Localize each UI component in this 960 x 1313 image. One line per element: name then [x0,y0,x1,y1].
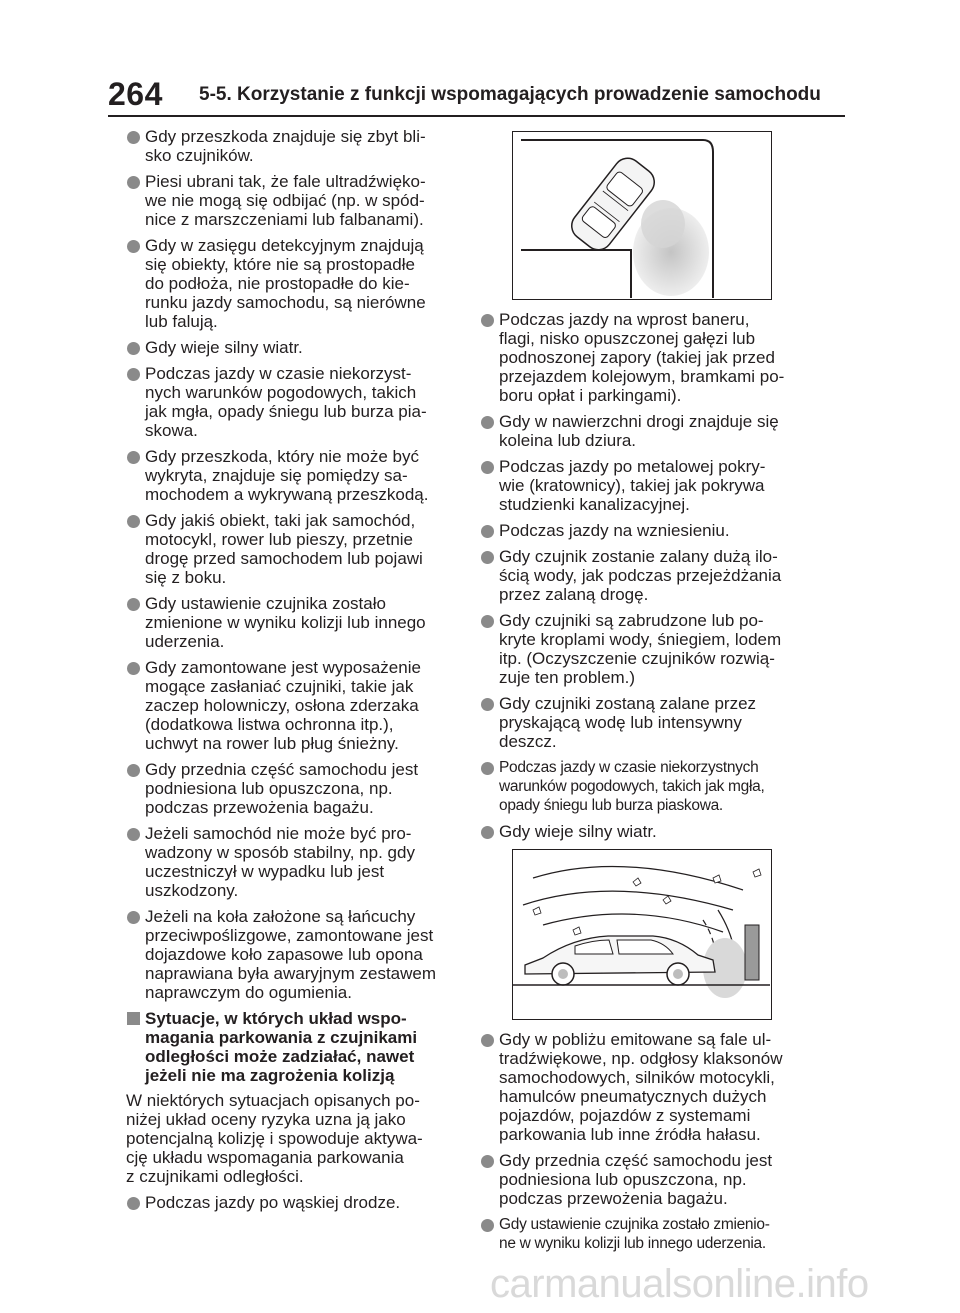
bullet-icon [127,176,140,189]
list-item-text: Podczas jazdy w czasie niekorzyst- nych warunków pogodowych, takich jak mgła, opady śniegu lub burza pia- skowa. [145,364,427,440]
list-item-text: Gdy w zasięgu detekcyjnym znajdują się obiekty, które nie są prostopadłe do podłoża, nie prostopadłe do kie- runku jazdy samochodu, są nierówne lub falują. [145,236,426,331]
list-item-text: Gdy wieje silny wiatr. [499,822,657,841]
list-item [480,1030,810,1144]
square-bullet-icon [127,1012,140,1025]
list-item-text: Gdy czujnik zostanie zalany dużą ilo- ścią wody, jak podczas przejeżdżania przez zalaną drogę. [499,547,782,604]
bullet-icon [127,662,140,675]
list-item-text: Gdy czujniki są zabrudzone lub po- kryte kroplami wody, śniegiem, lodem itp. (Oczyszczenie czujników rozwią- zuje ten problem.) [499,611,782,687]
list-item-text: Gdy czujniki zostaną zalane przez pryskającą wodę lub intensywny deszcz. [499,694,757,751]
section-title: 5-5. Korzystanie z funkcji wspomagających prowadzenie samochodu [199,84,821,105]
list-item [480,822,810,841]
page-number: 264 [108,76,163,112]
list-item-text: Podczas jazdy po wąskiej drodze. [145,1193,401,1212]
bullet-icon [127,764,140,777]
list-item-text: Gdy przednia część samochodu jest podniesiona lub opuszczona, np. podczas przewożenia bagażu. [499,1151,773,1208]
list-item [480,547,810,604]
list-item [480,457,810,514]
bullet-icon [127,342,140,355]
bullet-icon [481,1219,494,1232]
bullet-icon [127,598,140,611]
list-item-text: Podczas jazdy na wprost baneru, flagi, nisko opuszczonej gałęzi lub podnoszonej zapory (takiej jak przed przejazdem kolejowym, bramkami po- boru opłat i parkingami). [499,310,785,405]
wind-car-illustration [512,849,772,1020]
bullet-icon [127,515,140,528]
list-item [480,310,810,405]
right-column [480,127,810,1260]
bullet-icon [481,525,494,538]
bullet-icon [481,1155,494,1168]
bullet-icon [127,131,140,144]
list-item [126,127,456,165]
list-item-text: Podczas jazdy w czasie niekorzystnych warunków pogodowych, takich jak mgła, opady śniegu lub burza piaskowa. [499,759,765,814]
list-item-text: Jeżeli samochód nie może być pro- wadzony w sposób stabilny, np. gdy uczestniczył w wypadku lub jest uszkodzony. [145,824,415,900]
list-item-text: Jeżeli na koła założone są łańcuchy przeciwpoślizgowe, zamontowane jest dojazdowe koło zapasowe lub opona naprawiana była awaryjnym zestawem naprawczym do ogumienia. [145,907,437,1002]
bullet-icon [127,451,140,464]
list-item [126,658,456,753]
list-item-text: Gdy jakiś obiekt, taki jak samochód, motocykl, rower lub pieszy, przetnie drogę przed samochodem lub pojawi się z boku. [145,511,423,587]
list-item [126,907,456,1002]
list-item [126,338,456,357]
list-item [126,511,456,587]
list-item [126,236,456,331]
list-item-text: Gdy wieje silny wiatr. [145,338,303,357]
list-item [126,1193,456,1212]
bullet-icon [481,615,494,628]
list-item-text: Podczas jazdy po metalowej pokry- wie (kratownicy), takiej jak pokrywa studzienki kanalizacyjnej. [499,457,766,514]
list-item-text: Gdy ustawienie czujnika zostało zmienio- ne w wyniku kolizji lub innego uderzenia. [499,1216,770,1252]
parking-corner-illustration [512,131,772,300]
bullet-icon [481,762,494,775]
watermark: carmanualsonline.info [490,1262,869,1306]
list-item-text: Podczas jazdy na wzniesieniu. [499,521,730,540]
list-item [480,694,810,751]
list-item [480,1151,810,1208]
bullet-icon [481,1034,494,1047]
list-item [126,824,456,900]
bullet-icon [481,826,494,839]
list-item-text: Gdy ustawienie czujnika zostało zmienione w wyniku kolizji lub innego uderzenia. [145,594,426,651]
bullet-icon [127,1197,140,1210]
bullet-icon [127,911,140,924]
list-item-text: Piesi ubrani tak, że fale ultradźwięko- we nie mogą się odbijać (np. w spód- nice z marszczeniami lub falbanami). [145,172,426,229]
intro-paragraph: W niektórych sytuacjach opisanych po- niżej układ oceny ryzyka uzna ją jako potencjalną kolizję i spowoduje aktywa- cję układu wspomagania parkowania z czujnikami odległości. [126,1091,423,1186]
section-heading-text: Sytuacje, w których układ wspo- magania parkowania z czujnikami odległości może zadziałać, nawet jeżeli nie ma zagrożenia kolizją [145,1009,418,1085]
list-item [126,447,456,504]
list-item [480,611,810,687]
list-item-text: Gdy przednia część samochodu jest podniesiona lub opuszczona, np. podczas przewożenia bagażu. [145,760,419,817]
section-heading [126,1009,456,1085]
list-item-text: Gdy przeszkoda znajduje się zbyt bli- sko czujników. [145,127,426,165]
list-item [480,521,810,540]
list-item-text: Gdy w pobliżu emitowane są fale ul- tradźwiękowe, np. odgłosy klaksonów samochodowych, silników motocykli, hamulców pneumatycznych dużych pojazdów, pojazdów z systemami parkowania lub inne źródła hałasu. [499,1030,783,1144]
bullet-icon [127,240,140,253]
list-item [126,760,456,817]
list-item-text: Gdy w nawierzchni drogi znajduje się koleina lub dziura. [499,412,779,450]
header-rule [108,115,845,117]
bullet-icon [481,416,494,429]
bullet-icon [481,551,494,564]
left-column [126,127,456,1219]
list-item [126,594,456,651]
list-item [126,364,456,440]
list-item [480,758,810,815]
list-item-text: Gdy przeszkoda, który nie może być wykryta, znajduje się pomiędzy sa- mochodem a wykrywaną przeszkodą. [145,447,429,504]
bullet-icon [481,461,494,474]
list-item [480,1215,810,1253]
list-item [126,172,456,229]
list-item-text: Gdy zamontowane jest wyposażenie mogące zasłaniać czujniki, takie jak zaczep holowniczy, osłona zderzaka (dodatkowa listwa ochronna itp.), uchwyt na rower lub pług śnieżny. [145,658,421,753]
bullet-icon [481,314,494,327]
bullet-icon [127,828,140,841]
bullet-icon [127,368,140,381]
bullet-icon [481,698,494,711]
list-item [480,412,810,450]
